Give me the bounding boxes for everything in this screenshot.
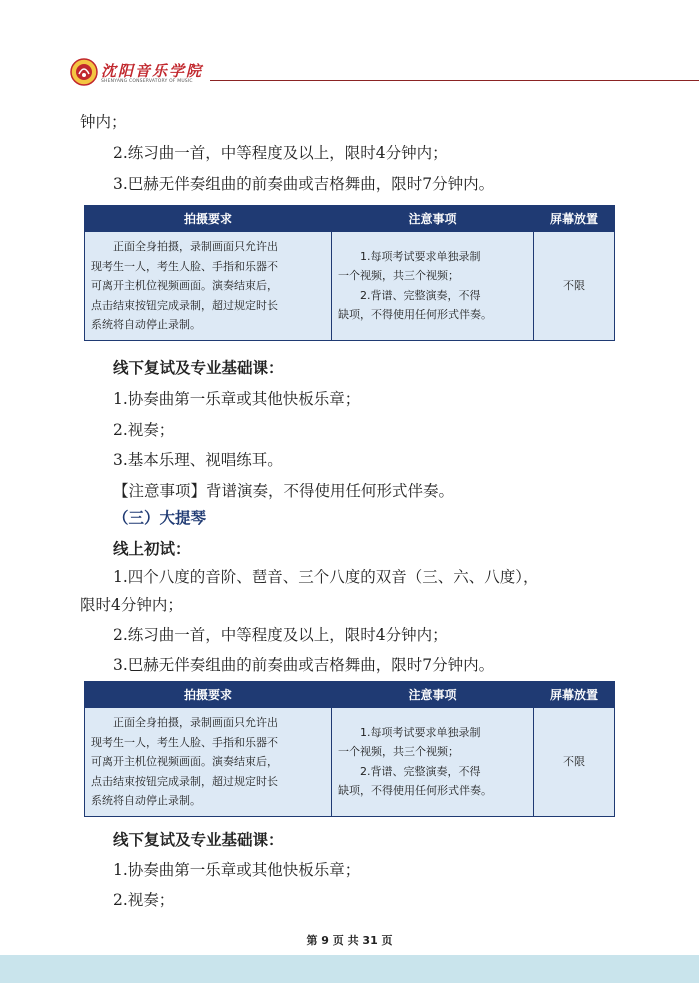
subheading: 线下复试及专业基础课： [113,831,284,849]
table-cell-filming [85,232,332,341]
table-cell-screen: 不限 [534,232,615,341]
cell-line: 缺项，不得使用任何形式伴奏。 [338,784,492,798]
table-header-row [85,206,615,232]
cell-line: 正面全身拍摄，录制画面只允许出 [113,240,278,253]
text-line: 1.协奏曲第一乐章或其他快板乐章； [113,861,361,879]
cell-line: 1.每项考试要求单独录制 [360,725,481,739]
school-logo-icon [70,58,98,86]
page-number: 第 9 页 共 31 页 [306,934,393,947]
subheading: 线下复试及专业基础课： [113,359,284,377]
page-header [0,0,699,92]
text-line: 2.视奏； [113,421,175,439]
table-row [85,708,615,817]
table-cell-notes [332,232,534,341]
cell-line: 可离开主机位视频画面。演奏结束后， [91,755,278,768]
text-line: 限时4分钟内； [80,596,183,614]
text-line: 3.巴赫无伴奏组曲的前奏曲或吉格舞曲，限时7分钟内。 [113,175,495,193]
table-header: 拍摄要求 [85,206,332,232]
table-header: 注意事项 [332,206,534,232]
text-line: 1.协奏曲第一乐章或其他快板乐章； [113,390,361,408]
table-cell-filming [85,708,332,817]
table-header: 屏幕放置 [534,682,615,708]
cell-line: 2.背谱、完整演奏，不得 [360,288,481,302]
subheading: 线上初试： [113,540,191,558]
cell-line: 现考生一人，考生人脸、手指和乐器不 [91,259,278,273]
cell-line: 系统将自动停止录制。 [91,794,201,807]
cell-line: 点击结束按钮完成录制，超过规定时长 [91,298,278,312]
cell-line: 缺项，不得使用任何形式伴奏。 [338,308,492,322]
cell-line: 1.每项考试要求单独录制 [360,249,481,263]
cell-line: 一个视频，共三个视频； [338,269,459,283]
cell-line: 2.背谱、完整演奏，不得 [360,764,481,778]
cell-line: 系统将自动停止录制。 [91,318,201,331]
text-line: 2.视奏； [113,891,175,909]
text-line: 钟内； [80,113,127,131]
text-line: 3.巴赫无伴奏组曲的前奏曲或吉格舞曲，限时7分钟内。 [113,656,495,674]
school-name-en: SHENYANG CONSERVATORY OF MUSIC [101,79,193,84]
cell-line: 点击结束按钮完成录制，超过规定时长 [91,774,278,788]
text-line: 3.基本乐理、视唱练耳。 [113,451,283,469]
cell-line: 可离开主机位视频画面。演奏结束后， [91,279,278,292]
requirements-table [84,681,615,817]
section-heading: （三）大提琴 [113,509,207,527]
text-line: 1.四个八度的音阶、琶音、三个八度的双音（三、六、八度）， [113,568,539,586]
table-cell-screen: 不限 [534,708,615,817]
school-name: 沈阳音乐学院 [101,62,204,80]
text-line: 2.练习曲一首，中等程度及以上，限时4分钟内； [113,144,448,162]
requirements-table [84,205,615,341]
text-line: 2.练习曲一首，中等程度及以上，限时4分钟内； [113,626,448,644]
header-rule [210,80,699,81]
cell-line: 一个视频，共三个视频； [338,745,459,759]
table-header: 屏幕放置 [534,206,615,232]
table-header: 拍摄要求 [85,682,332,708]
table-row [85,232,615,341]
table-header-row [85,682,615,708]
cell-line: 现考生一人，考生人脸、手指和乐器不 [91,735,278,749]
cell-line: 正面全身拍摄，录制画面只允许出 [113,716,278,729]
table-cell-notes [332,708,534,817]
footer-band [0,955,699,983]
text-line: 【注意事项】背谱演奏，不得使用任何形式伴奏。 [113,482,455,500]
table-header: 注意事项 [332,682,534,708]
